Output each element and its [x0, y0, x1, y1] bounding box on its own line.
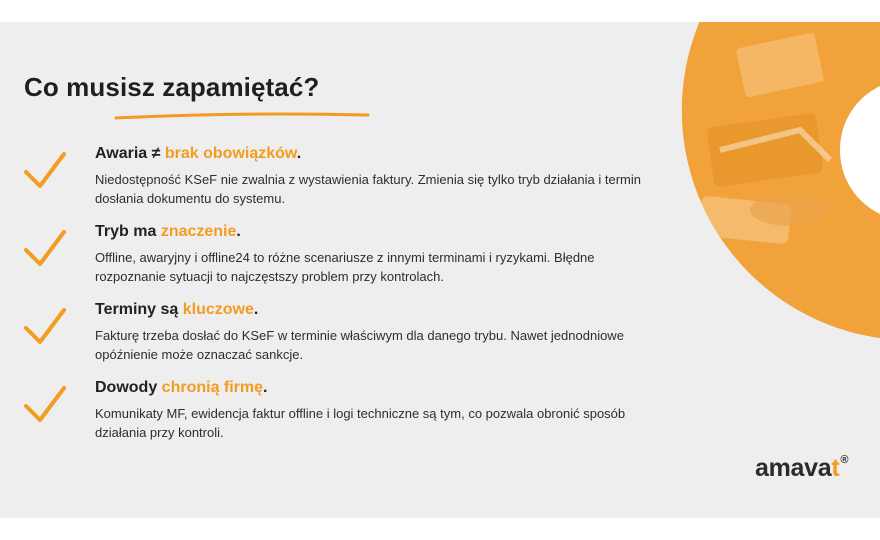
key-point-description: Fakturę trzeba dosłać do KSeF w terminie właściwym dla danego trybu. Nawet jednodniowe opóźnienie może oznaczać sankcje.: [95, 328, 624, 362]
checkmark-icon: [22, 384, 68, 426]
key-point-description: Offline, awaryjny i offline24 to różne scenariusze z innymi terminami i ryzykami. Błędne rozpoznanie sytuacji to najczęstszy problem przy kontrolach.: [95, 250, 595, 284]
key-point-heading: Terminy są kluczowe.: [95, 301, 259, 318]
key-point-heading: Dowody chronią firmę.: [95, 379, 268, 396]
key-point-heading: Awaria ≠ brak obowiązków.: [95, 145, 302, 162]
key-point-heading: Tryb ma znaczenie.: [95, 223, 241, 240]
checkmark-icon: [22, 150, 68, 192]
title-underline: [112, 110, 372, 122]
checkmark-icon: [22, 228, 68, 270]
page-title: Co musisz zapamiętać?: [24, 72, 320, 102]
key-point-description: Niedostępność KSeF nie zwalnia z wystawienia faktury. Zmienia się tylko tryb działania i termin dosłania dokumentu do systemu.: [95, 172, 641, 206]
amavat-logo: amavat®: [755, 453, 849, 482]
slide: [0, 22, 880, 518]
decorative-photo-arc: [680, 22, 880, 360]
checkmark-icon: [22, 306, 68, 348]
key-point-description: Komunikaty MF, ewidencja faktur offline i logi techniczne są tym, co pozwala obronić sposób działania przy kontroli.: [95, 406, 626, 440]
